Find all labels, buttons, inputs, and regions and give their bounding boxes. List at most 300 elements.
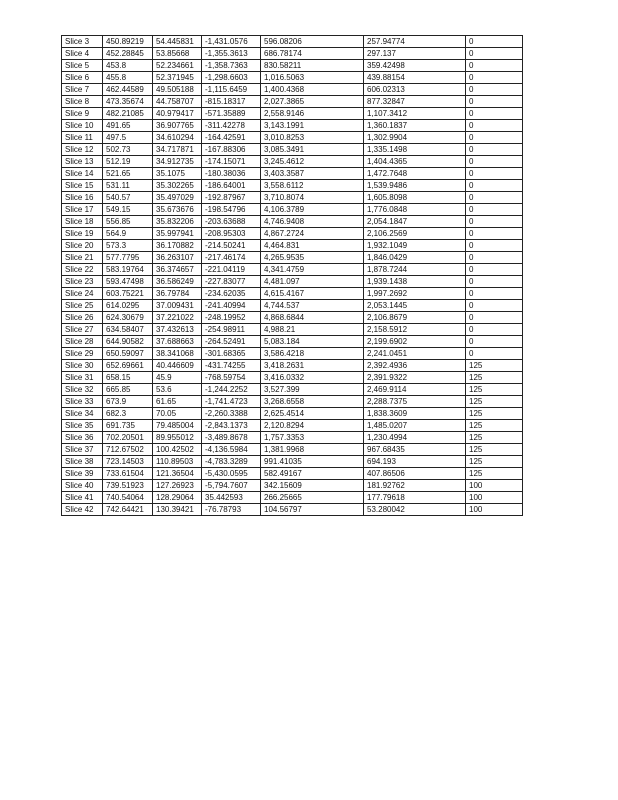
table-row [62,324,523,336]
cell-value-c: -192.87967 [202,192,261,204]
table-row [62,408,523,420]
table-row [62,336,523,348]
cell-value-b: 36.374657 [153,264,202,276]
cell-value-d: 266.25665 [261,492,364,504]
cell-value-b: 70.05 [153,408,202,420]
cell-value-a: 682.3 [103,408,153,420]
cell-value-a: 462.44589 [103,84,153,96]
cell-value-f: 0 [466,204,523,216]
cell-value-b: 36.907765 [153,120,202,132]
cell-value-b: 128.29064 [153,492,202,504]
cell-value-b: 61.65 [153,396,202,408]
cell-slice-label: Slice 4 [62,48,103,60]
cell-value-d: 4,615.4167 [261,288,364,300]
table-row [62,252,523,264]
cell-value-d: 1,400.4368 [261,84,364,96]
cell-value-d: 2,625.4514 [261,408,364,420]
cell-value-e: 53.280042 [364,504,466,516]
cell-value-a: 624.30679 [103,312,153,324]
cell-value-a: 740.54064 [103,492,153,504]
cell-value-f: 0 [466,60,523,72]
cell-slice-label: Slice 25 [62,300,103,312]
cell-value-a: 603.75221 [103,288,153,300]
cell-value-a: 723.14503 [103,456,153,468]
cell-slice-label: Slice 26 [62,312,103,324]
cell-value-b: 35.1075 [153,168,202,180]
cell-value-d: 3,143.1991 [261,120,364,132]
cell-value-c: -208.95303 [202,228,261,240]
cell-value-c: -217.46174 [202,252,261,264]
cell-value-d: 3,403.3587 [261,168,364,180]
cell-value-a: 491.65 [103,120,153,132]
table-row [62,300,523,312]
cell-value-a: 453.8 [103,60,153,72]
cell-slice-label: Slice 29 [62,348,103,360]
cell-value-c: -198.54796 [202,204,261,216]
cell-value-f: 0 [466,108,523,120]
cell-value-d: 3,085.3491 [261,144,364,156]
cell-slice-label: Slice 19 [62,228,103,240]
cell-value-e: 1,878.7244 [364,264,466,276]
cell-value-f: 0 [466,228,523,240]
cell-slice-label: Slice 5 [62,60,103,72]
cell-value-e: 1,846.0429 [364,252,466,264]
cell-value-e: 2,199.6902 [364,336,466,348]
cell-slice-label: Slice 15 [62,180,103,192]
cell-value-e: 1,335.1498 [364,144,466,156]
cell-value-c: -167.88306 [202,144,261,156]
cell-value-f: 0 [466,312,523,324]
cell-slice-label: Slice 11 [62,132,103,144]
cell-slice-label: Slice 20 [62,240,103,252]
cell-value-c: -254.98911 [202,324,261,336]
cell-value-f: 0 [466,48,523,60]
cell-value-e: 606.02313 [364,84,466,96]
cell-value-f: 0 [466,132,523,144]
cell-value-a: 450.89219 [103,36,153,48]
cell-value-d: 4,868.6844 [261,312,364,324]
cell-value-c: -2,843.1373 [202,420,261,432]
cell-value-e: 2,469.9114 [364,384,466,396]
cell-value-b: 35.997941 [153,228,202,240]
cell-value-f: 0 [466,336,523,348]
cell-value-c: -203.63688 [202,216,261,228]
cell-value-a: 473.35674 [103,96,153,108]
table-row [62,360,523,372]
cell-value-b: 127.26923 [153,480,202,492]
cell-value-c: -248.19952 [202,312,261,324]
cell-value-a: 521.65 [103,168,153,180]
cell-value-b: 45.9 [153,372,202,384]
cell-value-c: -768.59754 [202,372,261,384]
cell-value-a: 593.47498 [103,276,153,288]
cell-value-c: -164.42591 [202,132,261,144]
table-row [62,156,523,168]
cell-value-b: 35.302265 [153,180,202,192]
cell-value-d: 582.49167 [261,468,364,480]
cell-value-b: 44.758707 [153,96,202,108]
cell-value-d: 3,710.8074 [261,192,364,204]
cell-value-f: 0 [466,348,523,360]
cell-value-b: 37.221022 [153,312,202,324]
cell-value-f: 100 [466,480,523,492]
cell-value-a: 452.28845 [103,48,153,60]
cell-value-f: 0 [466,192,523,204]
cell-value-f: 0 [466,240,523,252]
cell-slice-label: Slice 24 [62,288,103,300]
cell-value-d: 3,558.6112 [261,180,364,192]
table-row [62,120,523,132]
cell-value-f: 125 [466,384,523,396]
table-row [62,396,523,408]
cell-value-f: 0 [466,276,523,288]
table-row [62,180,523,192]
cell-value-e: 2,053.1445 [364,300,466,312]
cell-slice-label: Slice 3 [62,36,103,48]
cell-value-e: 439.88154 [364,72,466,84]
table-row [62,192,523,204]
cell-value-b: 37.688663 [153,336,202,348]
table-row [62,240,523,252]
table-row [62,132,523,144]
cell-value-c: -234.62035 [202,288,261,300]
cell-slice-label: Slice 37 [62,444,103,456]
cell-slice-label: Slice 30 [62,360,103,372]
cell-value-b: 36.586249 [153,276,202,288]
cell-value-d: 830.58211 [261,60,364,72]
table-row [62,96,523,108]
cell-value-c: -76.78793 [202,504,261,516]
cell-value-a: 702.20501 [103,432,153,444]
cell-value-a: 583.19764 [103,264,153,276]
cell-value-f: 125 [466,420,523,432]
cell-value-d: 2,027.3865 [261,96,364,108]
cell-value-c: -4,783.3289 [202,456,261,468]
cell-value-e: 1,302.9904 [364,132,466,144]
cell-value-b: 40.446609 [153,360,202,372]
cell-value-d: 3,010.8253 [261,132,364,144]
table-row [62,228,523,240]
table-row [62,432,523,444]
cell-value-c: -301.68365 [202,348,261,360]
cell-value-e: 177.79618 [364,492,466,504]
table-row [62,204,523,216]
cell-value-a: 739.51923 [103,480,153,492]
cell-value-a: 502.73 [103,144,153,156]
cell-value-d: 2,558.9146 [261,108,364,120]
table-row [62,84,523,96]
table-row [62,108,523,120]
table-row [62,372,523,384]
cell-value-c: -2,260.3388 [202,408,261,420]
cell-value-d: 4,341.4759 [261,264,364,276]
cell-slice-label: Slice 22 [62,264,103,276]
table-row [62,48,523,60]
cell-slice-label: Slice 27 [62,324,103,336]
cell-value-c: -227.83077 [202,276,261,288]
cell-value-d: 3,586.4218 [261,348,364,360]
cell-slice-label: Slice 6 [62,72,103,84]
cell-slice-label: Slice 12 [62,144,103,156]
cell-slice-label: Slice 17 [62,204,103,216]
cell-value-f: 0 [466,324,523,336]
cell-value-b: 38.341068 [153,348,202,360]
cell-slice-label: Slice 21 [62,252,103,264]
cell-value-c: -221.04119 [202,264,261,276]
cell-value-d: 5,083.184 [261,336,364,348]
cell-value-b: 37.009431 [153,300,202,312]
cell-value-e: 297.137 [364,48,466,60]
cell-slice-label: Slice 13 [62,156,103,168]
cell-value-e: 1,539.9486 [364,180,466,192]
cell-value-b: 35.832206 [153,216,202,228]
cell-value-a: 564.9 [103,228,153,240]
table-body [62,36,523,516]
cell-slice-label: Slice 7 [62,84,103,96]
cell-value-b: 52.371945 [153,72,202,84]
cell-value-d: 1,381.9968 [261,444,364,456]
cell-value-e: 1,838.3609 [364,408,466,420]
cell-value-b: 36.79784 [153,288,202,300]
cell-value-b: 121.36504 [153,468,202,480]
table-row [62,444,523,456]
table-row [62,312,523,324]
cell-value-e: 1,360.1837 [364,120,466,132]
cell-value-b: 35.497029 [153,192,202,204]
cell-slice-label: Slice 40 [62,480,103,492]
cell-value-e: 1,404.4365 [364,156,466,168]
cell-value-f: 0 [466,144,523,156]
cell-value-e: 2,158.5912 [364,324,466,336]
table-row [62,36,523,48]
cell-value-e: 694.193 [364,456,466,468]
cell-value-a: 673.9 [103,396,153,408]
cell-value-e: 1,997.2692 [364,288,466,300]
cell-value-d: 3,416.0332 [261,372,364,384]
cell-value-e: 1,932.1049 [364,240,466,252]
cell-value-b: 34.912735 [153,156,202,168]
cell-value-d: 4,481.097 [261,276,364,288]
cell-value-b: 53.6 [153,384,202,396]
cell-value-c: -4,136.5984 [202,444,261,456]
cell-slice-label: Slice 18 [62,216,103,228]
cell-value-f: 0 [466,180,523,192]
cell-value-d: 4,265.9535 [261,252,364,264]
cell-value-c: -815.18317 [202,96,261,108]
cell-value-e: 1,230.4994 [364,432,466,444]
cell-value-d: 3,527.399 [261,384,364,396]
cell-value-b: 35.673676 [153,204,202,216]
cell-value-d: 4,106.3789 [261,204,364,216]
table-row [62,288,523,300]
cell-value-b: 34.610294 [153,132,202,144]
cell-value-b: 53.85668 [153,48,202,60]
cell-value-a: 455.8 [103,72,153,84]
cell-slice-label: Slice 36 [62,432,103,444]
cell-value-d: 4,867.2724 [261,228,364,240]
cell-value-a: 658.15 [103,372,153,384]
cell-value-b: 52.234661 [153,60,202,72]
cell-value-e: 1,472.7648 [364,168,466,180]
cell-value-e: 359.42498 [364,60,466,72]
cell-value-f: 0 [466,168,523,180]
cell-value-f: 0 [466,288,523,300]
cell-value-b: 54.445831 [153,36,202,48]
cell-value-c: -431.74255 [202,360,261,372]
cell-value-a: 573.3 [103,240,153,252]
cell-value-e: 877.32847 [364,96,466,108]
cell-value-f: 0 [466,84,523,96]
cell-value-f: 125 [466,372,523,384]
cell-value-d: 1,757.3353 [261,432,364,444]
cell-value-d: 4,746.9408 [261,216,364,228]
cell-value-f: 125 [466,432,523,444]
cell-value-f: 125 [466,456,523,468]
table-row [62,504,523,516]
cell-value-a: 531.11 [103,180,153,192]
cell-value-a: 556.85 [103,216,153,228]
cell-value-c: -571.35889 [202,108,261,120]
cell-slice-label: Slice 41 [62,492,103,504]
cell-value-f: 100 [466,504,523,516]
cell-value-a: 733.61504 [103,468,153,480]
table-row [62,216,523,228]
cell-value-c: 35.442593 [202,492,261,504]
cell-value-c: -5,794.7607 [202,480,261,492]
cell-value-a: 691.735 [103,420,153,432]
cell-value-c: -186.64001 [202,180,261,192]
cell-value-f: 0 [466,36,523,48]
cell-value-b: 79.485004 [153,420,202,432]
cell-value-a: 650.59097 [103,348,153,360]
cell-value-a: 712.67502 [103,444,153,456]
cell-value-f: 0 [466,72,523,84]
cell-value-a: 482.21085 [103,108,153,120]
cell-value-a: 614.0295 [103,300,153,312]
cell-value-e: 257.94774 [364,36,466,48]
cell-value-f: 125 [466,444,523,456]
cell-value-a: 652.69661 [103,360,153,372]
table-row [62,72,523,84]
cell-slice-label: Slice 10 [62,120,103,132]
cell-value-d: 342.15609 [261,480,364,492]
cell-value-e: 2,054.1847 [364,216,466,228]
cell-value-a: 577.7795 [103,252,153,264]
cell-value-b: 49.505188 [153,84,202,96]
cell-value-b: 36.263107 [153,252,202,264]
cell-value-e: 2,106.8679 [364,312,466,324]
table-row [62,348,523,360]
table-row [62,420,523,432]
cell-value-a: 644.90582 [103,336,153,348]
cell-value-a: 512.19 [103,156,153,168]
cell-value-e: 2,106.2569 [364,228,466,240]
cell-value-d: 3,418.2631 [261,360,364,372]
cell-value-a: 665.85 [103,384,153,396]
cell-slice-label: Slice 28 [62,336,103,348]
cell-value-e: 407.86506 [364,468,466,480]
table-row [62,144,523,156]
cell-value-c: -174.15071 [202,156,261,168]
cell-slice-label: Slice 34 [62,408,103,420]
cell-value-f: 100 [466,492,523,504]
table-row [62,480,523,492]
cell-value-d: 2,120.8294 [261,420,364,432]
cell-value-c: -1,358.7363 [202,60,261,72]
cell-value-f: 0 [466,300,523,312]
cell-value-f: 0 [466,96,523,108]
cell-value-f: 125 [466,396,523,408]
table-row [62,468,523,480]
cell-value-b: 36.170882 [153,240,202,252]
cell-value-d: 1,016.5063 [261,72,364,84]
cell-value-e: 1,939.1438 [364,276,466,288]
cell-value-d: 4,464.831 [261,240,364,252]
cell-value-d: 3,268.6558 [261,396,364,408]
table-row [62,456,523,468]
cell-value-c: -1,741.4723 [202,396,261,408]
cell-value-e: 967.68435 [364,444,466,456]
cell-value-c: -241.40994 [202,300,261,312]
cell-value-e: 181.92762 [364,480,466,492]
cell-value-f: 0 [466,120,523,132]
cell-value-c: -3,489.8678 [202,432,261,444]
cell-value-c: -1,244.2252 [202,384,261,396]
cell-value-b: 100.42502 [153,444,202,456]
cell-value-e: 2,392.4936 [364,360,466,372]
cell-value-b: 40.979417 [153,108,202,120]
cell-value-a: 742.64421 [103,504,153,516]
table-row [62,168,523,180]
cell-value-f: 0 [466,156,523,168]
table-row [62,60,523,72]
cell-value-e: 2,288.7375 [364,396,466,408]
cell-value-e: 1,776.0848 [364,204,466,216]
cell-value-c: -264.52491 [202,336,261,348]
cell-value-a: 540.57 [103,192,153,204]
cell-slice-label: Slice 39 [62,468,103,480]
cell-value-c: -214.50241 [202,240,261,252]
cell-value-f: 0 [466,264,523,276]
cell-value-b: 34.717871 [153,144,202,156]
cell-value-d: 4,744.537 [261,300,364,312]
cell-slice-label: Slice 33 [62,396,103,408]
cell-slice-label: Slice 9 [62,108,103,120]
cell-value-e: 1,605.8098 [364,192,466,204]
cell-value-a: 497.5 [103,132,153,144]
cell-slice-label: Slice 32 [62,384,103,396]
cell-value-c: -311.42278 [202,120,261,132]
data-table [61,35,523,516]
cell-value-f: 125 [466,408,523,420]
cell-value-e: 2,391.9322 [364,372,466,384]
cell-value-b: 110.89503 [153,456,202,468]
cell-slice-label: Slice 38 [62,456,103,468]
cell-value-c: -1,431.0576 [202,36,261,48]
cell-value-f: 0 [466,252,523,264]
cell-value-e: 1,107.3412 [364,108,466,120]
cell-value-f: 0 [466,216,523,228]
cell-value-e: 1,485.0207 [364,420,466,432]
cell-value-b: 89.955012 [153,432,202,444]
cell-value-d: 686.78174 [261,48,364,60]
cell-value-f: 125 [466,360,523,372]
cell-value-d: 4,988.21 [261,324,364,336]
cell-value-e: 2,241.0451 [364,348,466,360]
cell-slice-label: Slice 8 [62,96,103,108]
cell-value-c: -1,355.3613 [202,48,261,60]
cell-value-c: -1,298.6603 [202,72,261,84]
